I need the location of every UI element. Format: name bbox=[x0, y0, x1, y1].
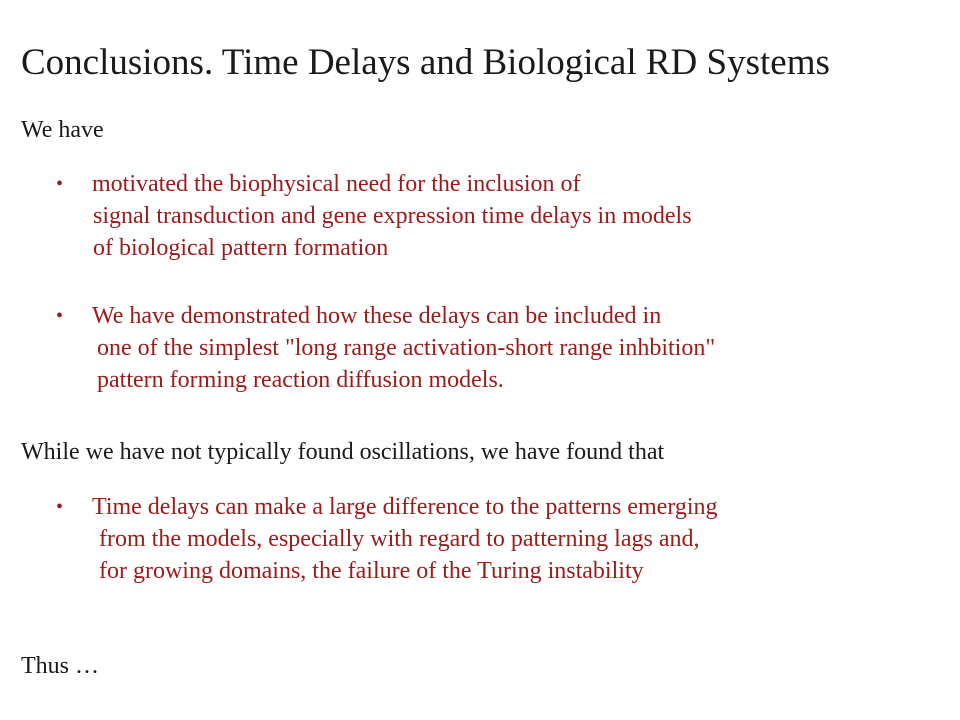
bullet-item bbox=[56, 489, 718, 590]
bullet-item bbox=[56, 166, 692, 267]
slide-title: Conclusions. Time Delays and Biological RD Systems bbox=[21, 42, 830, 83]
bullet-line: one of the simplest "long range activation-short range inhbition" bbox=[97, 335, 716, 361]
bullet-line: pattern forming reaction diffusion models. bbox=[97, 367, 504, 393]
bullet-line: We have demonstrated how these delays can be included in bbox=[92, 303, 662, 329]
bullet-dot-icon: • bbox=[56, 496, 64, 518]
bullet-line: for growing domains, the failure of the Turing instability bbox=[99, 558, 644, 584]
closing-text: Thus … bbox=[21, 653, 99, 679]
bullet-line: of biological pattern formation bbox=[93, 235, 389, 261]
middle-text: While we have not typically found oscillations, we have found that bbox=[21, 439, 665, 465]
bullet-line: signal transduction and gene expression time delays in models bbox=[93, 203, 692, 229]
bullet-dot-icon: • bbox=[56, 173, 64, 195]
bullet-dot-icon: • bbox=[56, 305, 64, 327]
bullet-item bbox=[56, 298, 715, 399]
bullet-line: from the models, especially with regard to patterning lags and, bbox=[99, 526, 700, 552]
bullet-line: Time delays can make a large difference to the patterns emerging bbox=[92, 494, 718, 520]
intro-text: We have bbox=[21, 117, 104, 143]
bullet-line: motivated the biophysical need for the inclusion of bbox=[92, 171, 581, 197]
